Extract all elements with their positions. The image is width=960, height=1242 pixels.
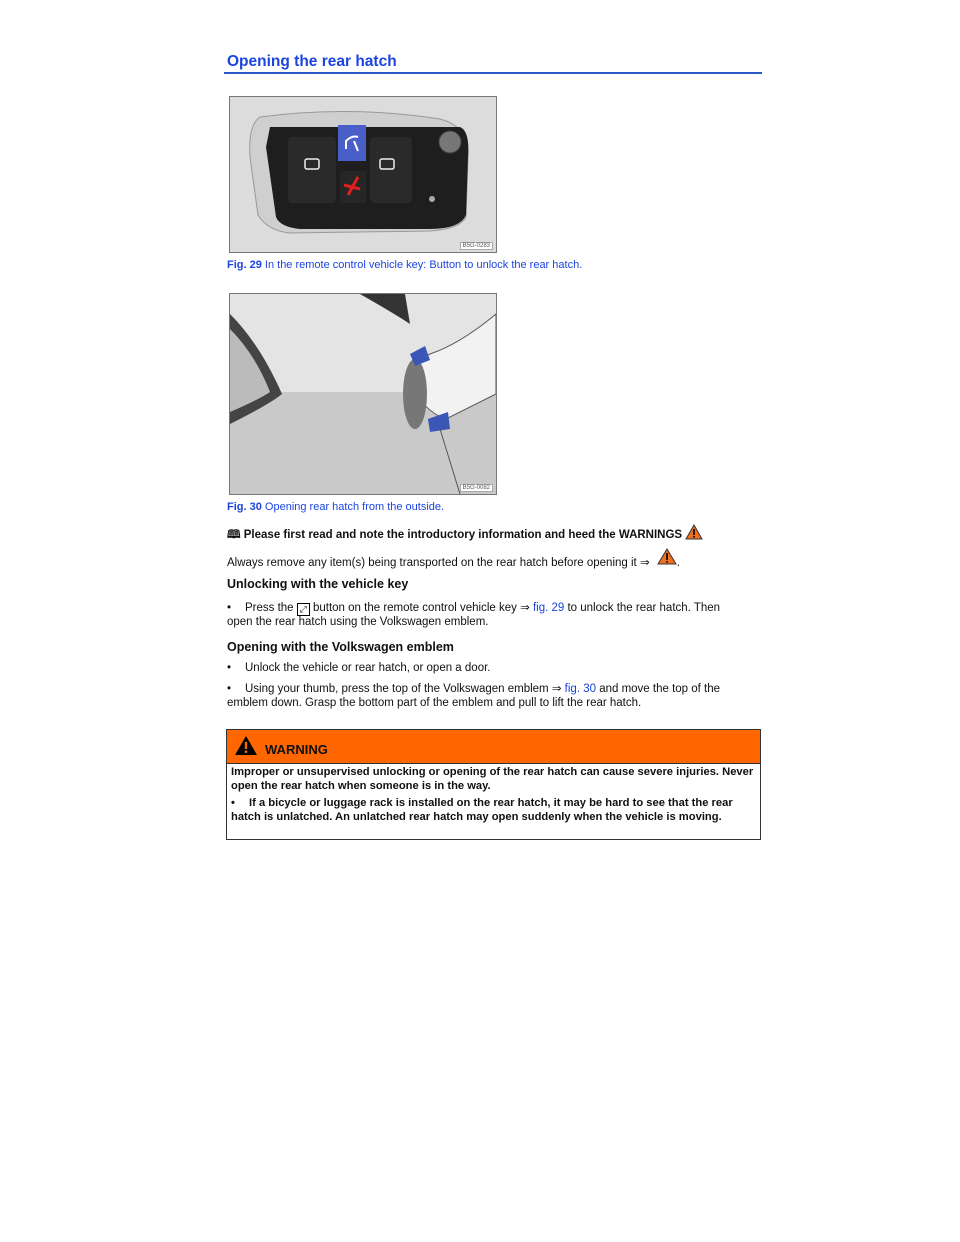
caption-text: In the remote control vehicle key: Button to unlock the rear hatch.: [264, 259, 583, 271]
figure-key: [229, 96, 497, 253]
note-text: Please first read and note the introductory information and heed the WARNINGS: [243, 529, 683, 541]
intro-paragraph: [227, 548, 680, 571]
warning-bullet: • If a bicycle or luggage rack is installed on the rear hatch, it may be hard to see that the rear hatch is unlatched. An unlatched rear hatch may open suddenly when the vehicle is moving.: [231, 797, 733, 823]
section-heading: Unlocking with the vehicle key: [227, 577, 409, 591]
list-item: • Unlock the vehicle or rear hatch, or open a door.: [227, 662, 491, 674]
warning-box: [226, 729, 761, 840]
bullet-text: button on the remote control vehicle key ⇒: [312, 602, 530, 614]
bullet-text: Press the: [245, 602, 294, 614]
warning-label: WARNING: [265, 742, 328, 757]
figure-code: B5G-0283: [460, 242, 493, 250]
rear-hatch-button: [338, 125, 366, 161]
figure-emblem: [229, 293, 497, 495]
figure-caption: [227, 501, 444, 513]
figure-label: Fig. 30: [227, 501, 262, 513]
title-rule: [224, 72, 762, 74]
rear-hatch-key-icon: ⤢: [297, 603, 310, 616]
bullet-text: Using your thumb, press the top of the Volkswagen emblem ⇒: [245, 683, 562, 695]
warning-text: Improper or unsupervised unlocking or opening of the rear hatch can cause severe injuries. Never open the rear hatch when someone is in the way.: [231, 766, 754, 792]
page-title: Opening the rear hatch: [227, 53, 397, 70]
rear-hatch-illustration: [230, 294, 496, 494]
warning-triangle-icon[interactable]: [657, 548, 677, 565]
bullet-text: and move the top of the emblem down. Grasp the bottom part of the emblem and pull to lift the rear hatch.: [227, 683, 721, 709]
warning-header: [227, 730, 760, 764]
fig-30-link[interactable]: fig. 30: [564, 683, 596, 695]
fig-29-link[interactable]: fig. 29: [532, 602, 565, 614]
figure-label: Fig. 29: [227, 259, 262, 271]
figure-caption: [227, 259, 582, 271]
intro-text: Always remove any item(s) being transported on the rear hatch before opening it ⇒: [227, 557, 650, 569]
book-icon: 🕮: [227, 529, 241, 541]
warning-triangle-icon: [685, 524, 703, 540]
warning-triangle-icon: [234, 735, 258, 756]
remote-key-illustration: [230, 97, 496, 252]
section-heading: Opening with the Volkswagen emblem: [227, 640, 454, 654]
intro-end: .: [676, 557, 680, 569]
list-item: • Using your thumb, press the top of the Volkswagen emblem ⇒ fig. 30 and move the top of the emblem down. Grasp the bottom part of the emblem and pull to lift the rear hatch.: [227, 683, 721, 709]
bullet-text: to unlock the rear hatch. Then open the rear hatch using the Volkswagen emblem.: [227, 602, 721, 628]
bullet-text: Unlock the vehicle or rear hatch, or open a door.: [245, 662, 491, 674]
intro-note: [227, 524, 703, 546]
list-item: • Press the ⤢ button on the remote control vehicle key ⇒ fig. 29 to unlock the rear hatch. Then open the rear hatch using the Volkswagen emblem.: [227, 602, 721, 628]
warning-bullet-text: If a bicycle or luggage rack is installed on the rear hatch, it may be hard to see that the rear hatch is unlatched. An unlatched rear hatch may open suddenly when the vehicle is moving.: [231, 797, 733, 823]
caption-text: Opening rear hatch from the outside.: [264, 501, 445, 513]
figure-code: B5G-0082: [460, 484, 493, 492]
